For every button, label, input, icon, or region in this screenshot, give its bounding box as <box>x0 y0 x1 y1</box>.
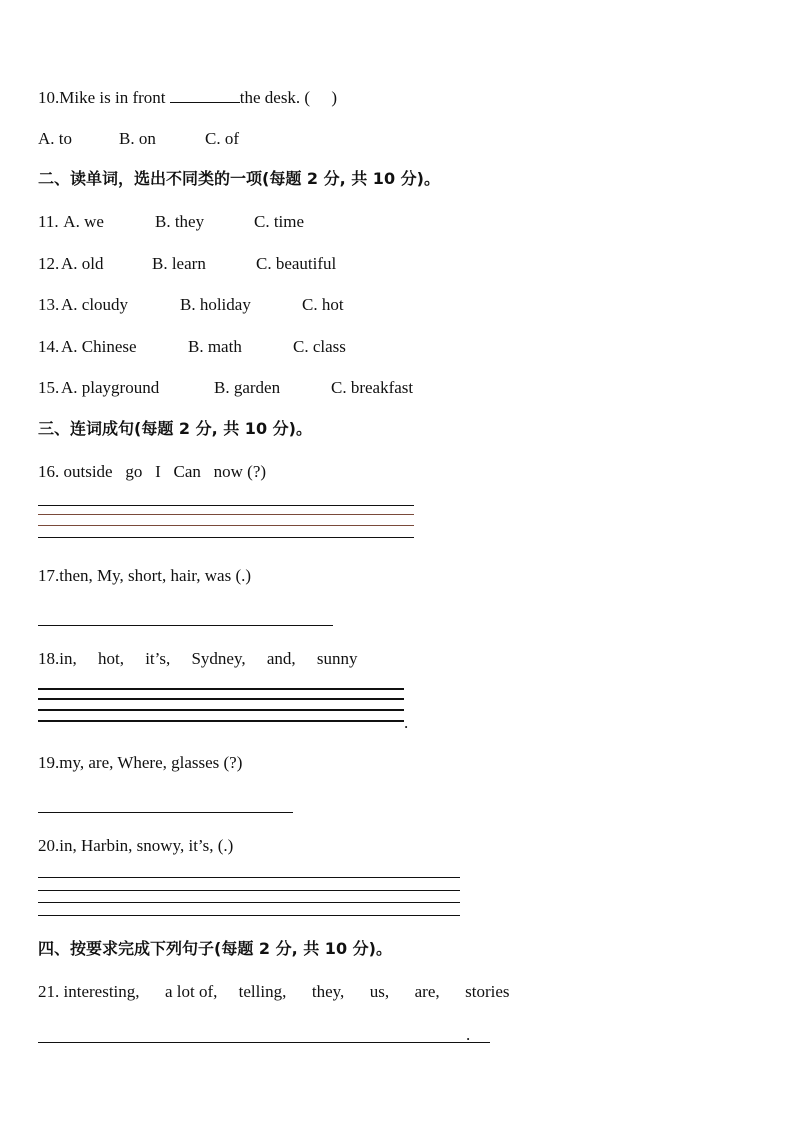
option-b: B. garden <box>214 378 281 397</box>
answer-line[interactable] <box>38 525 414 526</box>
answer-line[interactable] <box>38 877 460 878</box>
answer-line[interactable] <box>38 688 404 690</box>
answer-line[interactable] <box>38 812 293 813</box>
question-20: 20.in, Harbin, snowy, it’s, (.) <box>38 836 234 855</box>
question-16: 16. outside go I Can now (?) <box>38 462 267 481</box>
option-a: A. Chinese <box>61 337 137 356</box>
answer-line[interactable] <box>38 625 333 626</box>
option-a: A. to <box>38 129 72 148</box>
section-4-heading: 四、按要求完成下列句子(每题 2 分, 共 10 分)。 <box>38 939 392 958</box>
option-b: B. math <box>188 337 242 356</box>
question-number: 10. <box>38 88 60 107</box>
answer-line[interactable] <box>38 902 460 903</box>
question-10 <box>38 87 337 108</box>
option-c: C. breakfast <box>331 378 414 397</box>
question-14-number: 14. <box>38 337 60 356</box>
answer-line[interactable] <box>38 537 414 538</box>
answer-line[interactable] <box>38 505 414 506</box>
question-13-number: 13. <box>38 295 60 314</box>
answer-line[interactable] <box>38 514 414 515</box>
question-19: 19.my, are, Where, glasses (?) <box>38 753 243 772</box>
period-mark: . <box>466 1025 471 1044</box>
question-18: 18.in, hot, it’s, Sydney, and, sunny <box>38 649 358 668</box>
answer-line[interactable] <box>38 709 404 711</box>
question-15-number: 15. <box>38 378 60 397</box>
option-a: A. we <box>60 212 104 231</box>
option-b: B. learn <box>152 254 206 273</box>
question-17: 17.then, My, short, hair, was (.) <box>38 566 252 585</box>
answer-blank[interactable] <box>170 87 240 103</box>
section-2-heading: 二、读单词，选出不同类的一项(每题 2 分, 共 10 分)。 <box>38 169 440 188</box>
period-mark: . <box>404 713 409 732</box>
option-b: B. they <box>155 212 205 231</box>
option-c: C. time <box>254 212 305 231</box>
section-3-heading: 三、连词成句(每题 2 分, 共 10 分)。 <box>38 419 312 438</box>
question-text: Mike is in front <box>59 88 170 107</box>
answer-line[interactable] <box>38 1042 490 1043</box>
option-b: B. holiday <box>180 295 251 314</box>
option-c: C. class <box>293 337 346 356</box>
option-b: B. on <box>119 129 156 148</box>
option-a: A. cloudy <box>61 295 129 314</box>
answer-line[interactable] <box>38 698 404 700</box>
question-11-number: 11. <box>38 212 59 231</box>
question-text: the desk. ( ) <box>239 88 338 107</box>
option-a: A. playground <box>61 378 160 397</box>
question-12-number: 12. <box>38 254 60 273</box>
option-c: C. beautiful <box>256 254 337 273</box>
answer-line[interactable] <box>38 890 460 891</box>
question-21: 21. interesting, a lot of, telling, they, us, are, stories <box>38 982 510 1001</box>
answer-line[interactable] <box>38 915 460 916</box>
answer-line[interactable] <box>38 720 404 722</box>
option-a: A. old <box>61 254 104 273</box>
option-c: C. hot <box>302 295 344 314</box>
option-c: C. of <box>205 129 239 148</box>
